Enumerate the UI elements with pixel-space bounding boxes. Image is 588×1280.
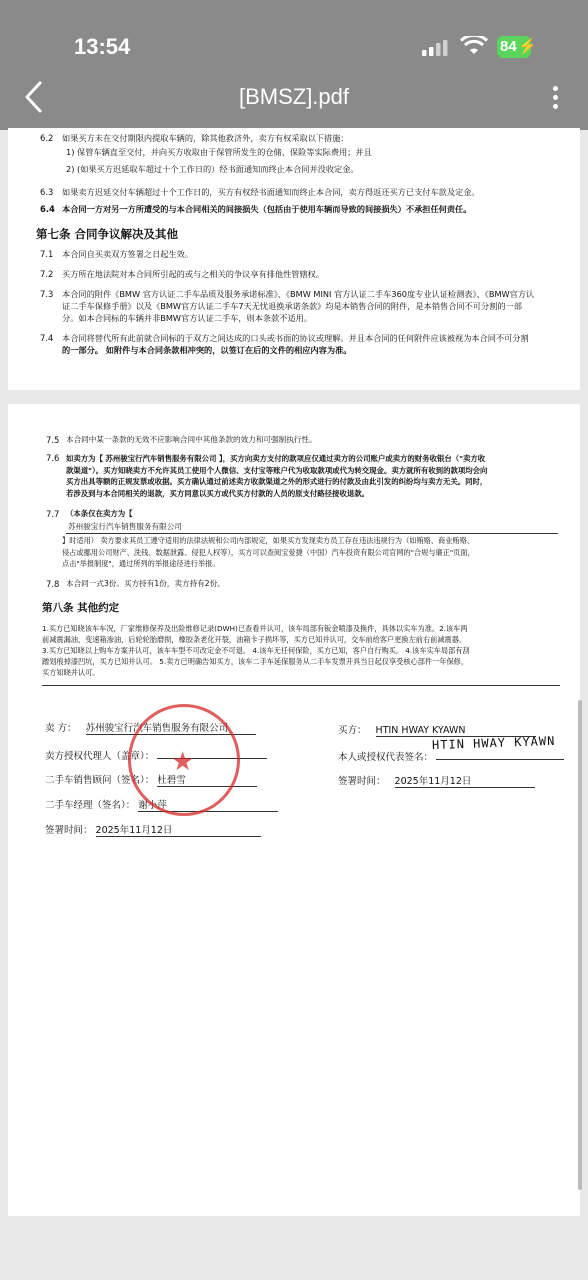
charging-bolt-icon: ⚡ [518, 38, 537, 55]
clause-7-7-seller: 苏州骏宝行汽车销售服务有限公司 [66, 521, 558, 534]
more-options-icon[interactable] [546, 82, 564, 116]
cellular-signal-icon [422, 40, 450, 56]
pdf-page-2: 7.5 本合同中某一条款的无效不应影响合同中其他条款的效力和可强制执行性。 7.6 如卖方为【 苏州骏宝行汽车销售服务有限公司 】，买方向卖方支付的款项应仅通过卖方的公司账户或卖方的财务收银台（"卖方收 款渠道"）。买方知晓卖方不允许其员工使用个人微信、支付宝等账户代为收取款项或代为转交现金。卖方就所有收到的款项均会向 买方出具等额的正规发票或收据。买方确认通过前述卖方收款渠道之外的形式进行的付款及由此引发的纠纷均与卖方无关。同时， 若涉及到与本合同相关的退款，买方同意以买方或代买方付款的人员的原支付路径接收退款。 7.7 （本条仅在卖方为【 苏州骏宝行汽车销售服务有限公司 】时适用） 卖方要求其员工遵守适用的法律法规和公司内部规定，如果买方发现卖方员工存在违法违规行为（如贿赂、商业贿赂、 侵占或挪用公司财产、洗钱、数据泄露、侵犯人权等），买方可以查阅宝爱捷（中国）汽车投资有限公司官网的"合规与廉正"页面， 点击"举报制度"，通过所列的举报途径进行举报。 7.8 本合同一式3份。买方持有1份，卖方持有2份。 第八条 其他约定 1.买方已知晓该车车况，厂家维修保养及出险维修记录(DWH)已查看并认可，该车局部有钣金喷漆及换件，具体以实车为准。2.该车两 前减震漏油，变速箱渗油，后轮轮胎磨损，橡胶条老化开裂，油箱卡子损坏等，买方已知并认可，交车前给客户更换左前右前减震器。 3.买方已知晓以上购车方案并认可，该车车型不可改定金不可退。 4.该车无任何保险，买方已知，客户自行购买。 4.该车实车局部有刮 蹭划痕掉漆凹坑，买方已知并认可。 5.卖方已明确告知买方，该车二手车延保服务从二手车发票开具当日起仅享受核心部件一年保修， 买方知晓并认可。 卖 方： 苏州骏宝行汽车销售服务有限公司 卖方授权代理人（盖章）： 二手车销售顾问（签名）： 杜碧雪 二手车经理（签名）： 谢小萍 签署时间： 2025年11月12日 买方： HTIN HWAY KYAWN 本人或授权代表签名： HTIN HWAY KYAWN 签署时间： 2025年11月12日 ★ [8, 404, 580, 1216]
pdf-page-1: 6.2 如果买方未在交付期限内提取车辆的，除其他救济外，卖方有权采取以下措施： 1) 保管车辆直至交付，并向买方收取由于保管所发生的仓储、保险等实际费用；并且 2) (如果买方迟延取车超过十个工作日的）经书面通知而终止本合同并没收定金。 6.3 如果卖方迟延交付车辆超过十个工作日的，买方有权经书面通知而终止本合同，卖方得返还买方已支付车款及定金。 6.4 本合同一方对另一方所遭受的与本合同相关的间接损失（包括由于使用车辆而导致的间接损失）不承担任何责任。 第七条 合同争议解决及其他 7.1 本合同自买卖双方签署之日起生效。 7.2 买方所在地法院对本合同所引起的或与之相关的争议享有排他性管辖权。 7.3 本合同的附件《BMW 官方认证二手车品质及服务承诺标准》、《BMW MINI 官方认证二手车360度专业认证检测表》、《BMW官方认 证二手车保修手册》以及《BMW官方认证二手车7天无忧退换承诺条款》均是本销售合同的附件，是本销售合同不可分割的一部 分。如本合同标的车辆并非BMW官方认证二手车，则本条款不适用。 7.4 本合同将替代所有此前就合同标的于双方之间达成的口头或书面的协议或理解。并且本合同的任何附件应该被视为本合同不可分割 的一部分。 如附件与本合同条款相冲突的，以签订在后的文件的相应内容为准。 [8, 128, 580, 390]
sales-consultant-row: 二手车销售顾问（签名）： 杜碧雪 [45, 772, 257, 787]
company-seal-stamp [128, 704, 240, 816]
battery-indicator [497, 36, 537, 58]
seller-representative-row: 卖方授权代理人（盖章）： [45, 746, 267, 762]
used-car-manager-row: 二手车经理（签名）： 谢小萍 [45, 797, 278, 812]
top-bar [0, 0, 588, 130]
section-heading-7: 第七条 合同争议解决及其他 [36, 227, 179, 241]
seal-star-icon: ★ [171, 747, 195, 777]
buyer-representative-row: 本人或授权代表签名： [338, 747, 564, 763]
buyer-date-row: 签署时间： 2025年11月12日 [338, 773, 535, 788]
seller-date-row: 签署时间： 2025年11月12日 [45, 822, 261, 837]
document-title: [BMSZ].pdf [238, 84, 350, 109]
wifi-icon [460, 36, 488, 56]
divider [42, 685, 560, 686]
section-heading-8: 第八条 其他约定 [42, 602, 120, 614]
buyer-row: 买方： HTIN HWAY KYAWN [338, 722, 536, 737]
buyer-handwritten-signature: HTIN HWAY KYAWN [431, 733, 556, 753]
battery-level: 84 [500, 38, 517, 55]
scrollbar[interactable] [578, 700, 582, 1190]
seller-row: 卖 方： 苏州骏宝行汽车销售服务有限公司 [45, 720, 256, 735]
status-time: 13:54 [74, 34, 131, 59]
